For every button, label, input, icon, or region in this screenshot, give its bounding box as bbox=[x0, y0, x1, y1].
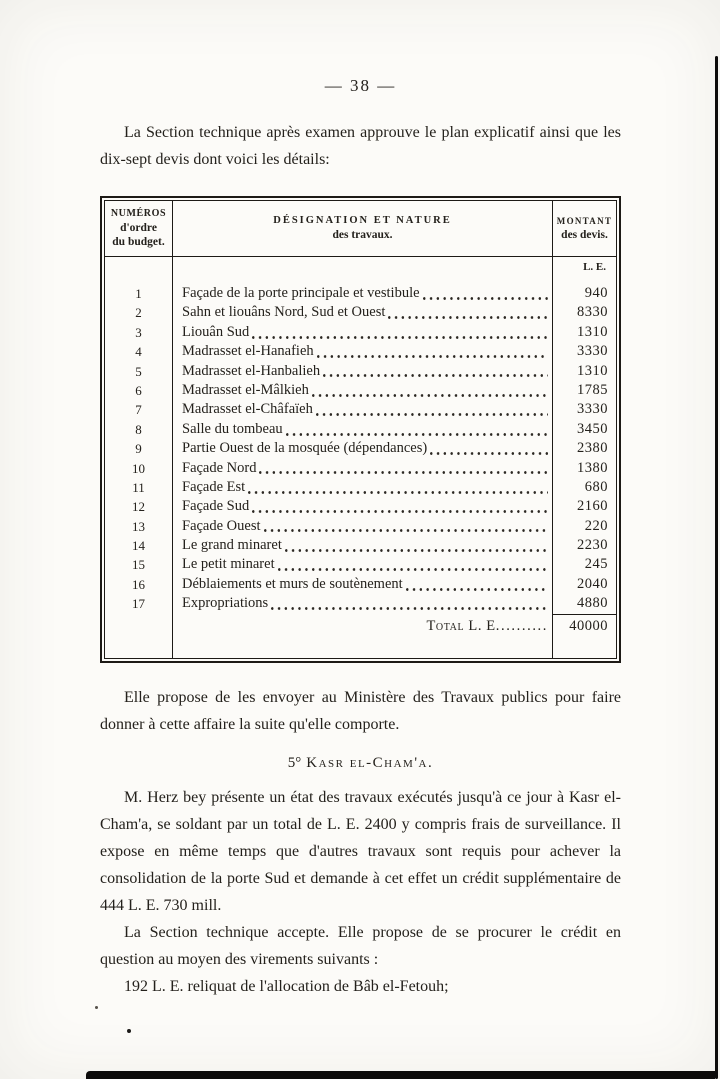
row-amount: 220 bbox=[584, 517, 608, 534]
table-row bbox=[105, 497, 616, 516]
row-number: 4 bbox=[105, 342, 173, 361]
devis-table-inner bbox=[104, 200, 617, 659]
row-label: Partie Ouest de la mosquée (dépendances) bbox=[182, 440, 428, 457]
row-amount: 2040 bbox=[577, 575, 608, 592]
row-designation bbox=[173, 342, 553, 361]
row-number: 2 bbox=[105, 303, 173, 322]
row-designation bbox=[173, 497, 553, 516]
dot-leader bbox=[252, 323, 548, 342]
table-row bbox=[105, 555, 616, 574]
row-designation bbox=[173, 555, 553, 574]
row-designation bbox=[173, 459, 553, 478]
row-number: 12 bbox=[105, 497, 173, 516]
table-row bbox=[105, 303, 616, 322]
row-number: 9 bbox=[105, 439, 173, 458]
row-designation bbox=[173, 303, 553, 322]
dot-leader bbox=[278, 555, 548, 574]
dot-leader bbox=[252, 497, 548, 516]
row-number: 8 bbox=[105, 420, 173, 439]
table-row bbox=[105, 362, 616, 381]
dot-leader bbox=[317, 342, 548, 361]
dot-leader bbox=[248, 478, 548, 497]
spacer-amt-cell bbox=[553, 646, 616, 658]
total-row-num-cell bbox=[105, 614, 173, 646]
row-designation bbox=[173, 400, 553, 419]
table-row bbox=[105, 284, 616, 303]
page-content bbox=[100, 76, 621, 1000]
header-montant-line2: des devis. bbox=[561, 228, 608, 241]
row-amount: 1310 bbox=[577, 362, 608, 379]
dot-leader bbox=[264, 517, 548, 536]
row-label: Expropriations bbox=[182, 595, 269, 612]
header-montant-line1: MONTANT bbox=[556, 215, 613, 226]
paragraph-herz: M. Herz bey présente un état des travaux exécutés jusqu'à ce jour à Kasr el-Cham'a, se soldant par un total de L. E. 2400 y compris frais de surveillance. Il expose en même temps que d'autres travaux sont requis pour achever la consolidation de la porte Sud et demande à cet effet un crédit supplémentaire de 444 L. E. 730 mill. bbox=[100, 788, 621, 914]
spacer-num-cell bbox=[105, 646, 173, 658]
row-number: 3 bbox=[105, 323, 173, 342]
table-body bbox=[105, 284, 616, 614]
table-row bbox=[105, 381, 616, 400]
row-label: Façade Est bbox=[182, 478, 246, 495]
row-designation bbox=[173, 594, 553, 613]
row-designation bbox=[173, 575, 553, 594]
dot-leader bbox=[285, 536, 548, 555]
row-designation bbox=[173, 536, 553, 555]
table-bottom-spacer bbox=[105, 646, 616, 658]
row-designation bbox=[173, 517, 553, 536]
row-number: 17 bbox=[105, 594, 173, 613]
total-amount: 40000 bbox=[553, 614, 616, 646]
row-designation bbox=[173, 381, 553, 400]
dot-leader bbox=[388, 303, 548, 322]
row-label: Liouân Sud bbox=[182, 323, 250, 340]
header-numeros-line2: d'ordre bbox=[120, 222, 157, 234]
row-amount: 1380 bbox=[577, 459, 608, 476]
row-label: Madrasset el-Mâlkieh bbox=[182, 381, 309, 398]
row-amount: 3330 bbox=[577, 401, 608, 418]
row-number: 14 bbox=[105, 536, 173, 555]
table-row bbox=[105, 323, 616, 342]
intro-paragraph: La Section technique après examen approuve le plan explicatif ainsi que les dix-sept devis dont voici les détails: bbox=[100, 124, 621, 168]
table-row bbox=[105, 536, 616, 555]
row-amount: 3450 bbox=[577, 420, 608, 437]
scan-artifact-right-edge bbox=[715, 56, 719, 1079]
devis-table bbox=[100, 196, 621, 663]
row-designation bbox=[173, 439, 553, 458]
row-designation bbox=[173, 323, 553, 342]
row-amount: 1310 bbox=[577, 323, 608, 340]
section-heading bbox=[100, 755, 621, 772]
row-label: Façade de la porte principale et vestibule bbox=[182, 284, 420, 301]
table-row bbox=[105, 575, 616, 594]
row-amount: 3330 bbox=[577, 343, 608, 360]
paragraph-accepte: La Section technique accepte. Elle propose de se procurer le crédit en question au moyen des virements suivants : bbox=[100, 923, 621, 968]
total-label: Total L. E bbox=[426, 617, 496, 634]
row-designation bbox=[173, 420, 553, 439]
dot-leader bbox=[323, 362, 548, 381]
scan-artifact-speck bbox=[127, 1029, 131, 1033]
total-dots: .......... bbox=[495, 617, 548, 634]
row-designation bbox=[173, 284, 553, 303]
table-row bbox=[105, 517, 616, 536]
header-numeros-line1: NUMÉROS bbox=[110, 208, 167, 219]
spacer-des-cell bbox=[173, 646, 553, 658]
row-label: Madrasset el-Hanbalieh bbox=[182, 362, 321, 379]
row-label: Façade Ouest bbox=[182, 517, 261, 534]
header-designation bbox=[173, 201, 553, 256]
row-amount: 2380 bbox=[577, 440, 608, 457]
row-label: Déblaiements et murs de soutènement bbox=[182, 575, 403, 592]
header-designation-line1: DÉSIGNATION ET NATURE bbox=[273, 215, 452, 226]
row-amount: 940 bbox=[584, 285, 608, 301]
currency-row-num-cell bbox=[105, 257, 173, 284]
row-label: Salle du tombeau bbox=[182, 420, 283, 437]
row-amount: 2230 bbox=[577, 537, 608, 554]
row-label: Madrasset el-Hanafieh bbox=[182, 343, 314, 360]
total-row-des-cell bbox=[173, 614, 553, 646]
dot-leader bbox=[271, 594, 548, 613]
row-label: Le grand minaret bbox=[182, 537, 282, 554]
currency-label: L. E. bbox=[583, 261, 606, 273]
table-row bbox=[105, 342, 616, 361]
dot-leader bbox=[316, 400, 548, 419]
dot-leader bbox=[423, 284, 548, 303]
row-number: 7 bbox=[105, 400, 173, 419]
row-label: Madrasset el-Châfaïeh bbox=[182, 401, 313, 418]
row-designation bbox=[173, 478, 553, 497]
header-montant bbox=[553, 201, 616, 256]
table-header bbox=[105, 201, 616, 257]
table-row bbox=[105, 459, 616, 478]
row-number: 11 bbox=[105, 478, 173, 497]
header-designation-line2: des travaux. bbox=[332, 229, 393, 241]
section-heading-number: 5° bbox=[287, 754, 302, 771]
row-label: Le petit minaret bbox=[182, 556, 275, 573]
table-row bbox=[105, 420, 616, 439]
table-row bbox=[105, 594, 616, 613]
paragraph-reliquat: 192 L. E. reliquat de l'allocation de Bâb el-Fetouh; bbox=[124, 977, 449, 995]
row-amount: 4880 bbox=[577, 595, 608, 612]
header-numeros-line3: du budget. bbox=[112, 236, 165, 248]
row-designation bbox=[173, 362, 553, 381]
table-row bbox=[105, 439, 616, 458]
row-label: Façade Sud bbox=[182, 498, 250, 515]
dot-leader bbox=[259, 459, 548, 478]
row-number: 1 bbox=[105, 284, 173, 303]
section-heading-title: Kasr el-Cham'a. bbox=[306, 754, 434, 771]
table-row bbox=[105, 478, 616, 497]
dot-leader bbox=[430, 439, 548, 458]
row-number: 13 bbox=[105, 517, 173, 536]
row-amount: 245 bbox=[584, 556, 608, 573]
row-amount: 680 bbox=[584, 478, 608, 495]
row-amount: 2160 bbox=[577, 498, 608, 515]
row-number: 5 bbox=[105, 362, 173, 381]
row-label: Façade Nord bbox=[182, 459, 257, 476]
row-number: 15 bbox=[105, 555, 173, 574]
paragraph-propose: Elle propose de les envoyer au Ministère des Travaux publics pour faire donner à cette affaire la suite qu'elle comporte. bbox=[100, 688, 621, 733]
row-number: 10 bbox=[105, 459, 173, 478]
row-number: 6 bbox=[105, 381, 173, 400]
row-amount: 8330 bbox=[577, 304, 608, 321]
row-number: 16 bbox=[105, 575, 173, 594]
total-row bbox=[105, 614, 616, 646]
row-amount: 1785 bbox=[577, 381, 608, 398]
dot-leader bbox=[312, 381, 548, 400]
currency-row-des-cell bbox=[173, 257, 553, 284]
dot-leader bbox=[286, 420, 548, 439]
scan-artifact-bottom-bar bbox=[86, 1071, 715, 1079]
currency-row bbox=[105, 257, 616, 284]
row-label: Sahn et liouâns Nord, Sud et Ouest bbox=[182, 304, 386, 321]
header-numeros bbox=[105, 201, 173, 256]
table-row bbox=[105, 400, 616, 419]
scan-artifact-speck bbox=[95, 1006, 98, 1009]
page-number: — 38 — bbox=[324, 76, 397, 95]
dot-leader bbox=[406, 575, 548, 594]
